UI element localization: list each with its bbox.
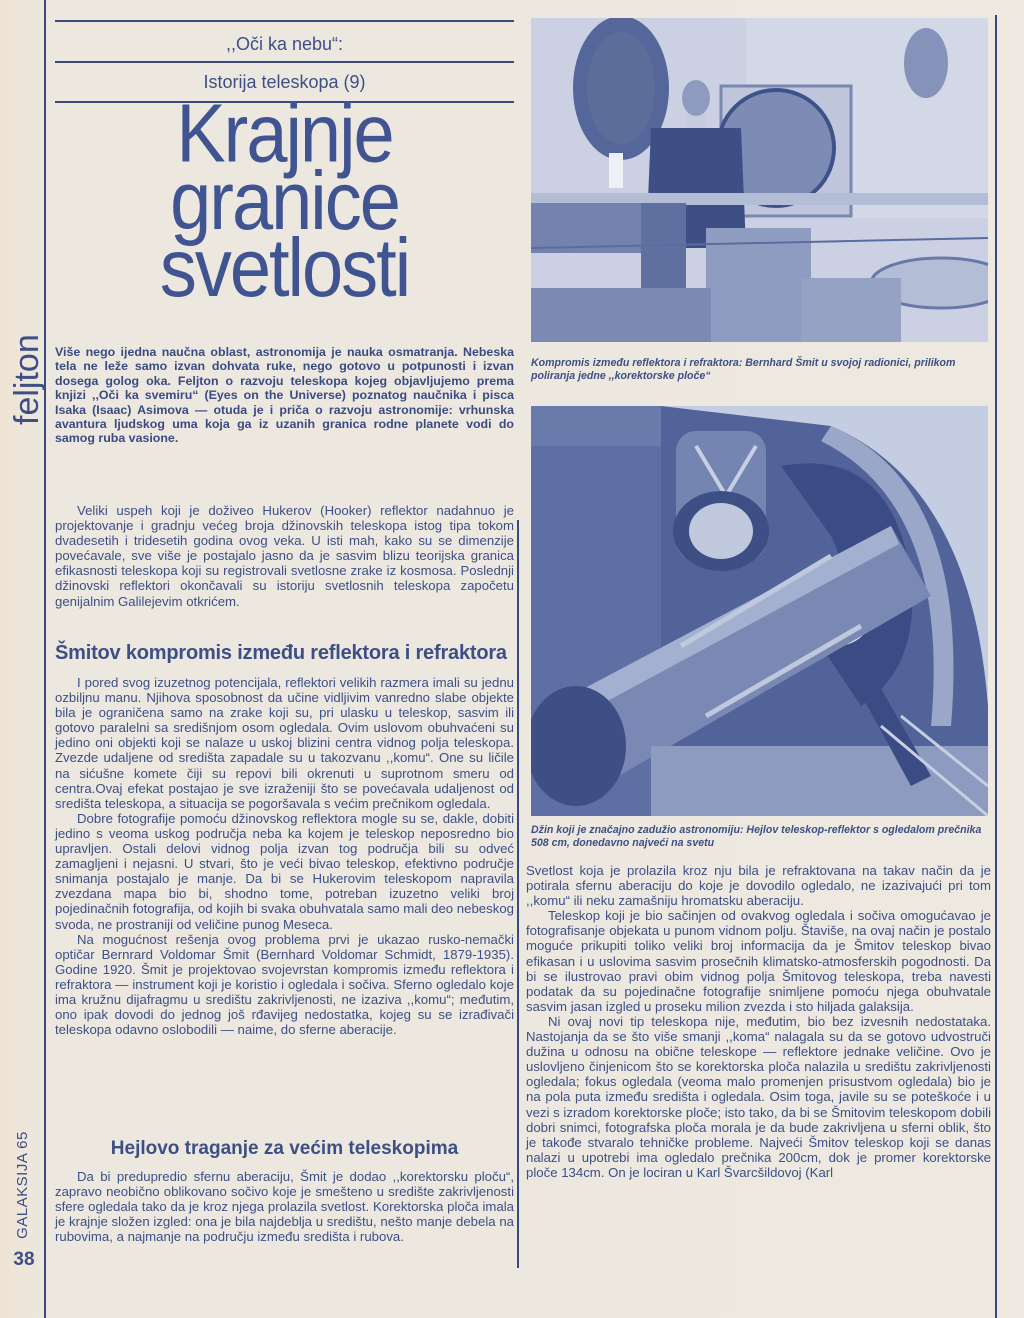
intro-body bbox=[55, 503, 514, 609]
section1-body bbox=[55, 675, 514, 1037]
title-line-2: granice bbox=[170, 153, 399, 247]
lead-text: Više nego ijedna naučna oblast, astronomija je nauka osmatranja. Nebeska tela ne leže samo izvan dohvata ruke, nego gotovo u potpunosti i izvan dosega golog oka. Feljton o razvoju teleskopa kojeg objavljujemo prema knjizi ,,Oči ka svemiru“ (Eyes on the Universe) poznatog naučnika i pisca Isaka (Isaac) Asimova — otuda je i priča o razvoju astronomije: vrhunska avantura ljudskog uma koja ga iz uzanih granica rodne planete vodi do samog ruba vasione. bbox=[55, 345, 514, 446]
title-line-3: svetlosti bbox=[159, 220, 410, 314]
section-heading-hale: Hejlovo traganje za većim teleskopima bbox=[110, 1138, 459, 1159]
photo-schmidt-workshop bbox=[531, 18, 988, 342]
column-divider-rule bbox=[517, 520, 519, 1268]
caption-schmidt-workshop: Kompromis između reflektora i refraktora: Bernhard Šmit u svojoj radionici, prilikom poliranja jedne ,,korektorske ploče“ bbox=[531, 357, 956, 382]
paragraph: Svetlost koja je prolazila kroz nju bila je refraktovana na takav način da je potirala sfernu aberaciju do koje je dovodilo ogledalo, ne izazivajući pri tom ,,komu“ ili neku zamašniju hromatsku aberaciju. bbox=[526, 863, 991, 909]
section-label: feljton bbox=[8, 334, 46, 425]
right-margin-rule bbox=[995, 15, 997, 1318]
section2-body bbox=[55, 1169, 514, 1244]
paragraph: I pored svog izuzetnog potencijala, reflektori velikih razmera imali su jednu ozbiljnu manu. Njihova sposobnost da učine vidljivim vanredno slabe objekte bila je ograničena samo na zrake koji su, pri ulasku u teleskop, sasvim ili gotovo paralelni sa središnjom osom ogledala. Ovim uslovom obuhvaćeni su jedino oni objekti koji se nalaze u uskoj blizini centra vidnog polja teleskopa. Zvezde udaljene od središta zapadale su u takozvanu ,,komu“. One su ličile na sićušne komete čiji su repovi bili okrenuti u suprotnom smeru od centra.Ovaj efekat postajao je sve izraženiji što se povećavala udaljenost od središta teleskopa, a situacija se pogoršavala s većim prečnikom ogledala. bbox=[55, 675, 514, 811]
header-rule-top bbox=[55, 20, 514, 22]
paragraph: Dobre fotografije pomoću džinovskog reflektora mogle su se, dakle, dobiti jedino s veoma uskog područja neba ka kojem je teleskop neposredno bio upravljen. Ostali delovi vidnog polja izvan tog područja bili su odveć zamagljeni i nejasni. U stvari, što je veći bivao teleskop, efektivno područje snimanja postajalo je manje. Da bi se Hukerovim teleskopom napravila zvezdana mapa bio bi, shodno tome, potreban izuzetno veliki broj pojedinačnih fotografija, od kojih bi svaka obuhvatala samo mali deo nebeskog svoda, ne prostraniji od veličine punog Meseca. bbox=[55, 810, 514, 932]
left-margin-rule bbox=[44, 0, 46, 1318]
paragraph: Da bi predupredio sfernu aberaciju, Šmit je dodao ,,korektorsku ploču“, zapravo neobično oblikovano sočivo koje je smešteno u središte zakrivljenosti sfere ogledala tako da je kroz njega prolazila svetlost. Korektorska ploča imala je krajnje složen izgled: ona je bila najdeblja u središtu, nešto manje debela na rubovima, a najmanje na području između središta i rubova. bbox=[55, 1169, 514, 1245]
series-title: ,,Oči ka nebu“: bbox=[225, 34, 344, 54]
paragraph: Teleskop koji je bio sačinjen od ovakvog ogledala i sočiva omogućavao je fotografisanje objekata u punom vidnom polju. Štaviše, na ovaj način je postalo moguće prikupiti toliko veliki broj informacija da je Šmitov teleskop bivao efikasan i u uslovima sasvim prosečnih klimatsko-atmosferskih pogodnosti. Da bi se ilustrovao pravi obim vidnog polja Šmitovog teleskopa, treba navesti podatak da su pojedinačne fotografije snimljene pomoću njega obuhvatale sasvim jasan izgled u proseku milion zvezda i sto hiljada galaksija. bbox=[526, 908, 991, 1014]
section-heading-schmidt: Šmitov kompromis između reflektora i refraktora bbox=[55, 642, 507, 664]
paragraph: Na mogućnost rešenja ovog problema prvi je ukazao rusko-nemački optičar Bernrard Voldomar Šmit (Bernhard Voldomar Schmidt, 1879-1935). Godine 1920. Šmit je projektovao svojevrstan kompromis između reflektora i refraktora — instrument koji je koristio i ogledala i sočiva. Sferno ogledalo koje ima kružnu dijafragmu u središtu zakrivljenosti, ne izaziva ,,komu“; međutim, ono ipak dovodi do jednog još rđavijeg nedostatka, kojeg su se izrađivači teleskopa odavno oslobodili — naime, do sferne aberacije. bbox=[55, 931, 514, 1038]
page-number: 38 bbox=[13, 1249, 35, 1270]
title-line-1: Krajnje bbox=[176, 86, 393, 180]
series-subtitle: Istorija teleskopa (9) bbox=[203, 72, 366, 92]
paragraph: Ni ovaj novi tip teleskopa nije, međutim, bio bez izvesnih nedostataka. Nastojanja da se što više smanji ,,koma“ nalagala su da se gotovo udvostruči dužina u odnosu na obične teleskope — reflektore jednake veličine. Ovo je uslovljeno činjenicom što se korektorska ploča nalazila u središtu zakrivljenosti ogledala; fokus ogledala (veoma malo promenjen prisustvom ogledala) bio je na pola puta između središta i ogledala. Osim toga, javile su se poteškoće i u vezi s izradom korektorske ploče; isto tako, da bi se Šmitovim teleskopom dobili dobri snimci, fotografska ploča morala je da bude zakrivljena u sferni oblik, što je takođe stvaralo tehničke probleme. Najveći Šmitov teleskop koji se danas nalazi u upotrebi ima ogledalo prečnika 200cm, dok je promer korektorske ploče 134cm. On je lociran u Karl Švarcšildovoj (Karl bbox=[526, 1013, 991, 1180]
workshop-photo-illustration bbox=[531, 18, 988, 342]
article-title bbox=[55, 86, 514, 314]
telescope-photo-illustration bbox=[531, 406, 988, 816]
caption-hale-telescope: Džin koji je značajno zadužio astronomiju: Hejlov teleskop-reflektor s ogledalom prečnika 508 cm, donedavno najveći na svetu bbox=[531, 824, 982, 849]
photo-hale-telescope bbox=[531, 406, 988, 816]
lead-paragraph bbox=[55, 345, 514, 446]
paragraph: Veliki uspeh koji je doživeo Hukerov (Hooker) reflektor nadahnuo je projektovanje i gradnju većeg broja džinovskih teleskopa istog tipa tokom dvadesetih i tridesetih godina ovog veka. U isti mah, kako su se dimenzije povećavale, sve više je postajalo jasno da je sasvim blizu teorijska granica efikasnosti teleskopa koji su registrovali svetlosne zrake iz kosmosa. Poslednji džinovski reflektori okončavali su istoriju svetlosnih teleskopa započetu genijalnim Galilejevim otkrićem. bbox=[55, 503, 514, 609]
header-rule-middle bbox=[55, 61, 514, 63]
magazine-issue-label: GALAKSIJA 65 bbox=[14, 1131, 31, 1239]
right-column-body bbox=[526, 863, 991, 1180]
